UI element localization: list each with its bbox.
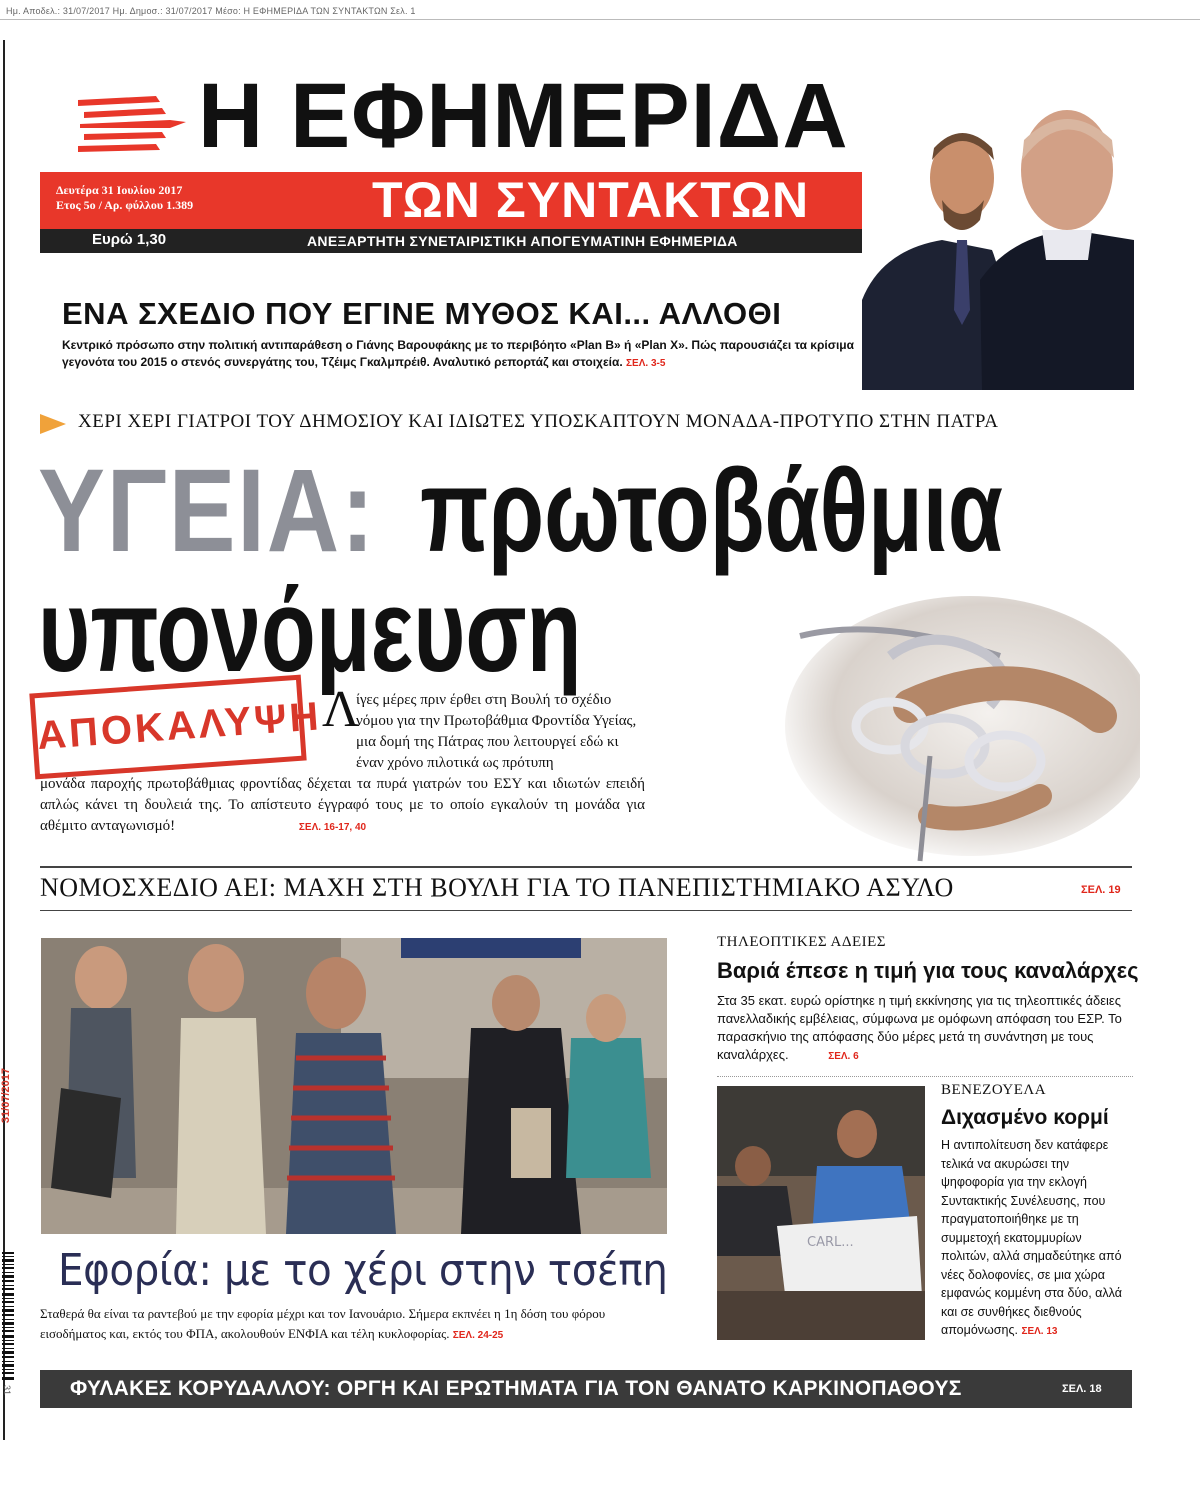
tv-text (717, 992, 1133, 1066)
universities-page-ref: ΣΕΛ. 19 (1081, 884, 1121, 896)
barcode (2, 1252, 14, 1380)
venezuela-page-ref: ΣΕΛ. 13 (1021, 1326, 1058, 1337)
top-rule (0, 19, 1200, 20)
tax-office-queue-photo (41, 938, 667, 1234)
bottom-bar-headline: ΦΥΛΑΚΕΣ ΚΟΡΥΔΑΛΛΟΥ: ΟΡΓΗ ΚΑΙ ΕΡΩΤΗΜΑΤΑ ΓΙΑ ΤΟΝ ΘΑΝΑΤΟ ΚΑΡΚΙΝΟΠΑΘΟΥΣ (70, 1377, 962, 1400)
main-headline-part2: πρωτοβάθμια (420, 445, 1003, 577)
top-story-headline: ΕΝΑ ΣΧΕΔΙΟ ΠΟΥ ΕΓΙΝΕ ΜΥΘΟΣ ΚΑΙ... ΑΛΛΟΘΙ (62, 296, 782, 331)
main-headline-line2: υπονόμευση (38, 565, 582, 697)
main-story-lead-start: ίγες μέρες πριν έρθει στη Βουλή το σχέδιο νόμου για την Πρωτοβάθμια Φροντίδα Υγείας, μια δομή της Πάτρας που λειτουργεί εδώ κι έναν χρόνο πιλοτικά ως πρότυπη (356, 692, 637, 771)
tax-page-ref: ΣΕΛ. 24-25 (452, 1330, 504, 1341)
venezuela-photo (717, 1086, 925, 1340)
issue-number: Ετος 5ο / Αρ. φύλλου 1.389 (56, 198, 194, 212)
dotted-divider (717, 1076, 1133, 1077)
issue-info (56, 183, 193, 213)
tax-body: Σταθερά θα είναι τα ραντεβού με την εφορία μέχρι και τον Ιανουάριο. Σήμερα εκπνέει η 1η δόση του φόρου εισοδήματος και, εκτός του ΦΠΑ, ακολουθούν ΕΝΦΙΑ και τέλη κυκλοφορίας. (40, 1306, 606, 1341)
tv-headline: Βαριά έπεσε η τιμή για τους καναλάρχες (717, 958, 1139, 983)
main-story-lead-body: μονάδα παροχής πρωτοβάθμιας φροντίδας δέχεται τα πυρά γιατρών του ΕΣΥ και ιδιωτών επειδή απλώς κάνει τη δουλειά της. Το απίστευτο έγγραφό τους με το οποίο εγκαλούν τη μονάδα για αθέμιτο ανταγωνισμό! (40, 776, 645, 834)
tax-headline: Εφορία: με το χέρι στην τσέπη (58, 1245, 668, 1296)
universities-headline: ΝΟΜΟΣΧΕΔΙΟ ΑΕΙ: ΜΑΧΗ ΣΤΗ ΒΟΥΛΗ ΓΙΑ ΤΟ ΠΑΝΕΠΙΣΤΗΜΙΑΚΟ ΑΣΥΛΟ (40, 873, 954, 902)
top-story-body: Κεντρικό πρόσωπο στην πολιτική αντιπαράθεση ο Γιάνης Βαρουφάκης με το περιβόητο «Plan B» ή «Plan X». Πώς παρουσιάζει τα κρίσιμα γεγονότα του 2015 ο στενός συνεργάτης του, Τζέιμς Γκαλμπρέιθ. Αναλυτικό ρεπορτάζ και στοιχεία. (62, 338, 855, 369)
bottom-bar-page-ref: ΣΕΛ. 18 (1062, 1383, 1102, 1395)
venezuela-body: Η αντιπολίτευση δεν κατάφερε τελικά να ακυρώσει την ψηφοφορία για την εκλογή Συντακτικής Συνέλευσης, που πραγματοποιήθηκε με τη συμμετοχή εκατομμυρίων πολιτών, αλλά σημαδεύτηκε από νέες δολοφονίες, σε μια χώρα εμφανώς κομμένη στα δύο, αλλά και σε συνθήκες διεθνούς απομόνωσης. (941, 1138, 1122, 1337)
left-rule (3, 40, 5, 1440)
tv-page-ref: ΣΕΛ. 6 (828, 1051, 859, 1062)
stamp-label: ΑΠΟΚΑΛΥΨΗ (35, 694, 323, 759)
side-date-stamp: 31/07/2017 (0, 1068, 12, 1124)
masthead-subtitle: ΤΩΝ ΣΥΝΤΑΚΤΩΝ (372, 172, 810, 228)
masthead-title: Η ΕΦΗΜΕΡΙΔΑ (198, 65, 849, 167)
revelation-stamp (29, 675, 323, 780)
main-story-kicker: ΧΕΡΙ ΧΕΡΙ ΓΙΑΤΡΟΙ ΤΟΥ ΔΗΜΟΣΙΟΥ ΚΑΙ ΙΔΙΩΤΕΣ ΥΠΟΣΚΑΠΤΟΥΝ ΜΟΝΑΔΑ-ΠΡΟΤΥΠΟ ΣΤΗΝ ΠΑΤΡΑ (78, 411, 999, 432)
clipping-meta: Ημ. Αποδελ.: 31/07/2017 Ημ. Δημοσ.: 31/07/2017 Μέσο: Η ΕΦΗΜΕΡΙΔΑ ΤΩΝ ΣΥΝΤΑΚΤΩΝ Σελ. 1 (6, 6, 416, 16)
venezuela-photo-sign: CARL... (807, 1235, 854, 1250)
politicians-photo (862, 100, 1134, 390)
arrow-right-icon (40, 414, 66, 434)
stethoscope-photo (760, 596, 1140, 871)
issue-date: Δευτέρα 31 Ιουλίου 2017 (56, 183, 183, 197)
top-story-page-ref: ΣΕΛ. 3-5 (626, 358, 666, 369)
venezuela-headline: Διχασμένο κορμί (941, 1106, 1109, 1129)
drop-cap: Λ (322, 681, 360, 738)
main-story-lead-continued (40, 774, 645, 838)
top-story-text (62, 337, 862, 372)
venezuela-text (941, 1136, 1133, 1342)
masthead-tagline: ΑΝΕΞΑΡΤΗΤΗ ΣΥΝΕΤΑΙΡΙΣΤΙΚΗ ΑΠΟΓΕΥΜΑΤΙΝΗ ΕΦΗΜΕΡΙΔΑ (307, 233, 738, 249)
barcode-number: 31 (2, 1385, 12, 1396)
pen-nib-logo-icon (78, 92, 188, 152)
main-headline-topic: ΥΓΕΙΑ: (38, 445, 376, 577)
issue-price: Ευρώ 1,30 (92, 231, 167, 248)
tax-text (40, 1304, 670, 1346)
venezuela-kicker: ΒΕΝΕΖΟΥΕΛΑ (941, 1082, 1047, 1098)
main-story-page-ref: ΣΕΛ. 16-17, 40 (298, 822, 367, 833)
section-rule-top (40, 866, 1132, 868)
tv-body: Στα 35 εκατ. ευρώ ορίστηκε η τιμή εκκίνησης για τις τηλεοπτικές άδειες πανελλαδικής εμβέλειας, σύμφωνα με ομόφωνη απόφαση του ΕΣΡ. Το παρασκήνιο της απόφασης δύο μέρες μετά τη συνάντηση με τους καναλάρχες. (717, 993, 1122, 1062)
section-rule-bottom (40, 910, 1132, 911)
tv-kicker: ΤΗΛΕΟΠΤΙΚΕΣ ΑΔΕΙΕΣ (717, 934, 887, 950)
